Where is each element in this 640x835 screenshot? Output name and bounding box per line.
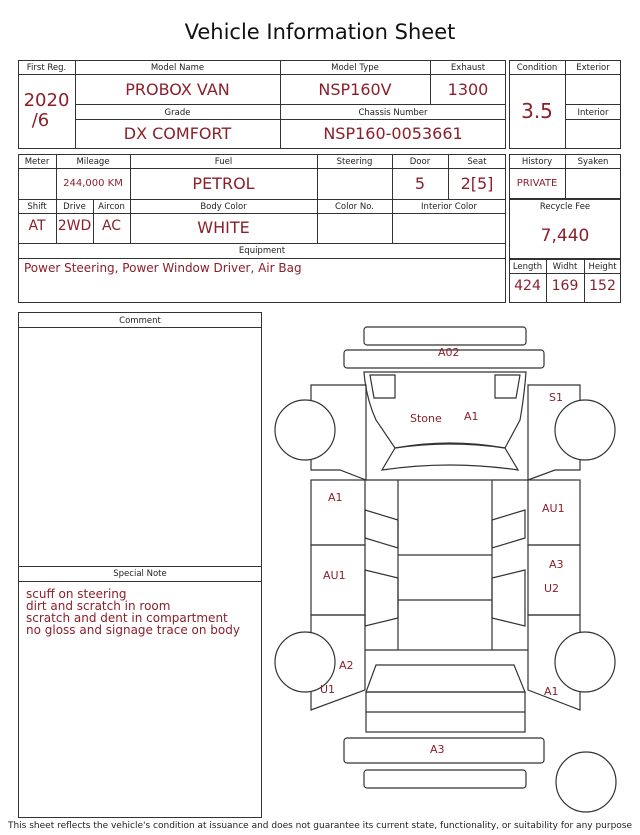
interior-label: Interior <box>577 108 609 118</box>
history-value: PRIVATE <box>516 178 558 189</box>
wheel-front-left <box>275 400 335 460</box>
drive-label: Drive <box>63 202 86 212</box>
wheel-rear-right <box>555 632 615 692</box>
damage-right-rear-door-a: A3 <box>549 558 564 571</box>
car-damage-diagram <box>270 320 630 820</box>
condition-value: 3.5 <box>521 99 553 123</box>
damage-front-right-fender: S1 <box>549 391 563 404</box>
height-label: Height <box>588 262 617 272</box>
equipment-label: Equipment <box>238 246 286 256</box>
divider <box>565 119 621 120</box>
damage-right-rear-door-b: U2 <box>544 582 560 595</box>
window-right-rear <box>492 570 525 626</box>
damage-front: A02 <box>438 346 460 359</box>
damage-hood: A1 <box>464 410 479 423</box>
fuel-label: Fuel <box>214 157 233 167</box>
front-bumper-upper <box>364 327 526 345</box>
divider <box>18 258 506 259</box>
special-note-item: scratch and dent in compartment <box>26 611 228 625</box>
body-color-label: Body Color <box>200 202 247 212</box>
door-value: 5 <box>414 174 426 193</box>
divider <box>565 104 621 105</box>
width-value: 169 <box>551 278 579 294</box>
aircon-label: Aircon <box>98 202 125 212</box>
damage-right-front-door: AU1 <box>542 502 565 515</box>
length-value: 424 <box>514 278 541 294</box>
interior-color-label: Interior Color <box>421 202 477 212</box>
rear-window <box>366 665 525 692</box>
mileage-value: 244,000 KM <box>63 178 123 189</box>
damage-stone: Stone <box>410 412 442 425</box>
height-value: 152 <box>589 278 616 294</box>
grade-value: DX COMFORT <box>123 124 232 143</box>
window-left-front <box>365 510 398 548</box>
divider <box>509 168 621 169</box>
window-right-front <box>492 510 525 548</box>
divider <box>509 273 621 274</box>
disclaimer-footer: This sheet reflects the vehicle's condition at issuance and does not guarantee its current state, functionality, or suitability for any purpose <box>7 821 633 831</box>
shift-label: Shift <box>27 202 47 212</box>
damage-right-rear-quarter: A1 <box>544 685 559 698</box>
aircon-value: AC <box>101 218 122 234</box>
shift-value: AT <box>28 218 46 234</box>
divider <box>18 327 262 328</box>
door-label: Door <box>409 157 431 167</box>
divider <box>18 199 506 200</box>
damage-left-rear-door: AU1 <box>323 569 346 582</box>
drive-value: 2WD <box>57 218 92 234</box>
damage-left-rear-b: U1 <box>320 683 336 696</box>
exterior-label: Exterior <box>576 63 610 73</box>
equipment-value: Power Steering, Power Window Driver, Air Bag <box>24 261 302 275</box>
spare-tire <box>556 752 616 812</box>
first-reg-label: First Reg. <box>26 63 67 73</box>
divider <box>18 74 506 75</box>
comment-block <box>18 312 262 818</box>
divider <box>75 119 506 120</box>
first-reg-month: /6 <box>31 110 50 131</box>
special-note-item: dirt and scratch in room <box>26 599 171 613</box>
body-color-value: WHITE <box>197 218 250 237</box>
divider <box>18 213 506 214</box>
chassis-label: Chassis Number <box>358 108 428 118</box>
comment-label: Comment <box>119 316 161 326</box>
grade-label: Grade <box>164 108 191 118</box>
seat-label: Seat <box>467 157 487 167</box>
condition-label: Condition <box>516 63 558 73</box>
page-title: Vehicle Information Sheet <box>184 20 456 44</box>
model-type-label: Model Type <box>331 63 379 73</box>
headlight-right <box>495 375 520 398</box>
headlight-left <box>370 375 395 398</box>
model-name-value: PROBOX VAN <box>125 80 230 99</box>
width-label: Widht <box>552 262 578 272</box>
recycle-fee-label: Recycle Fee <box>539 202 591 212</box>
recycle-fee-value: 7,440 <box>540 226 590 246</box>
window-left-rear <box>365 570 398 626</box>
divider <box>18 168 506 169</box>
chassis-value: NSP160-0053661 <box>323 124 463 143</box>
divider <box>18 581 262 582</box>
seat-value: 2[5] <box>460 174 494 193</box>
damage-left-front-door: A1 <box>328 491 343 504</box>
wheel-front-right <box>555 400 615 460</box>
syaken-label: Syaken <box>577 157 609 167</box>
divider <box>18 566 262 567</box>
rear-bumper-lower <box>364 770 526 788</box>
first-reg-year: 2020 <box>23 90 70 111</box>
length-label: Length <box>512 262 543 272</box>
color-no-label: Color No. <box>334 202 374 212</box>
special-note-item: no gloss and signage trace on body <box>26 623 240 637</box>
special-note-label: Special Note <box>113 569 167 579</box>
hood-outline <box>364 372 526 448</box>
damage-rear: A3 <box>430 743 445 756</box>
exhaust-label: Exhaust <box>450 63 486 73</box>
mileage-label: Mileage <box>76 157 110 167</box>
divider <box>509 74 621 75</box>
model-type-value: NSP160V <box>318 80 392 99</box>
model-name-label: Model Name <box>150 63 205 73</box>
exhaust-value: 1300 <box>447 80 489 99</box>
roof <box>398 480 492 650</box>
fuel-value: PETROL <box>192 174 255 193</box>
history-label: History <box>521 157 553 167</box>
divider <box>18 243 506 244</box>
special-notes-list <box>26 588 240 636</box>
steering-label: Steering <box>336 157 373 167</box>
damage-left-rear-a: A2 <box>339 659 354 672</box>
right-rear-door <box>528 545 580 615</box>
meter-label: Meter <box>24 157 50 167</box>
divider <box>75 104 506 105</box>
left-front-door <box>311 480 365 545</box>
special-note-item: scuff on steering <box>26 587 127 601</box>
windshield <box>382 443 518 470</box>
